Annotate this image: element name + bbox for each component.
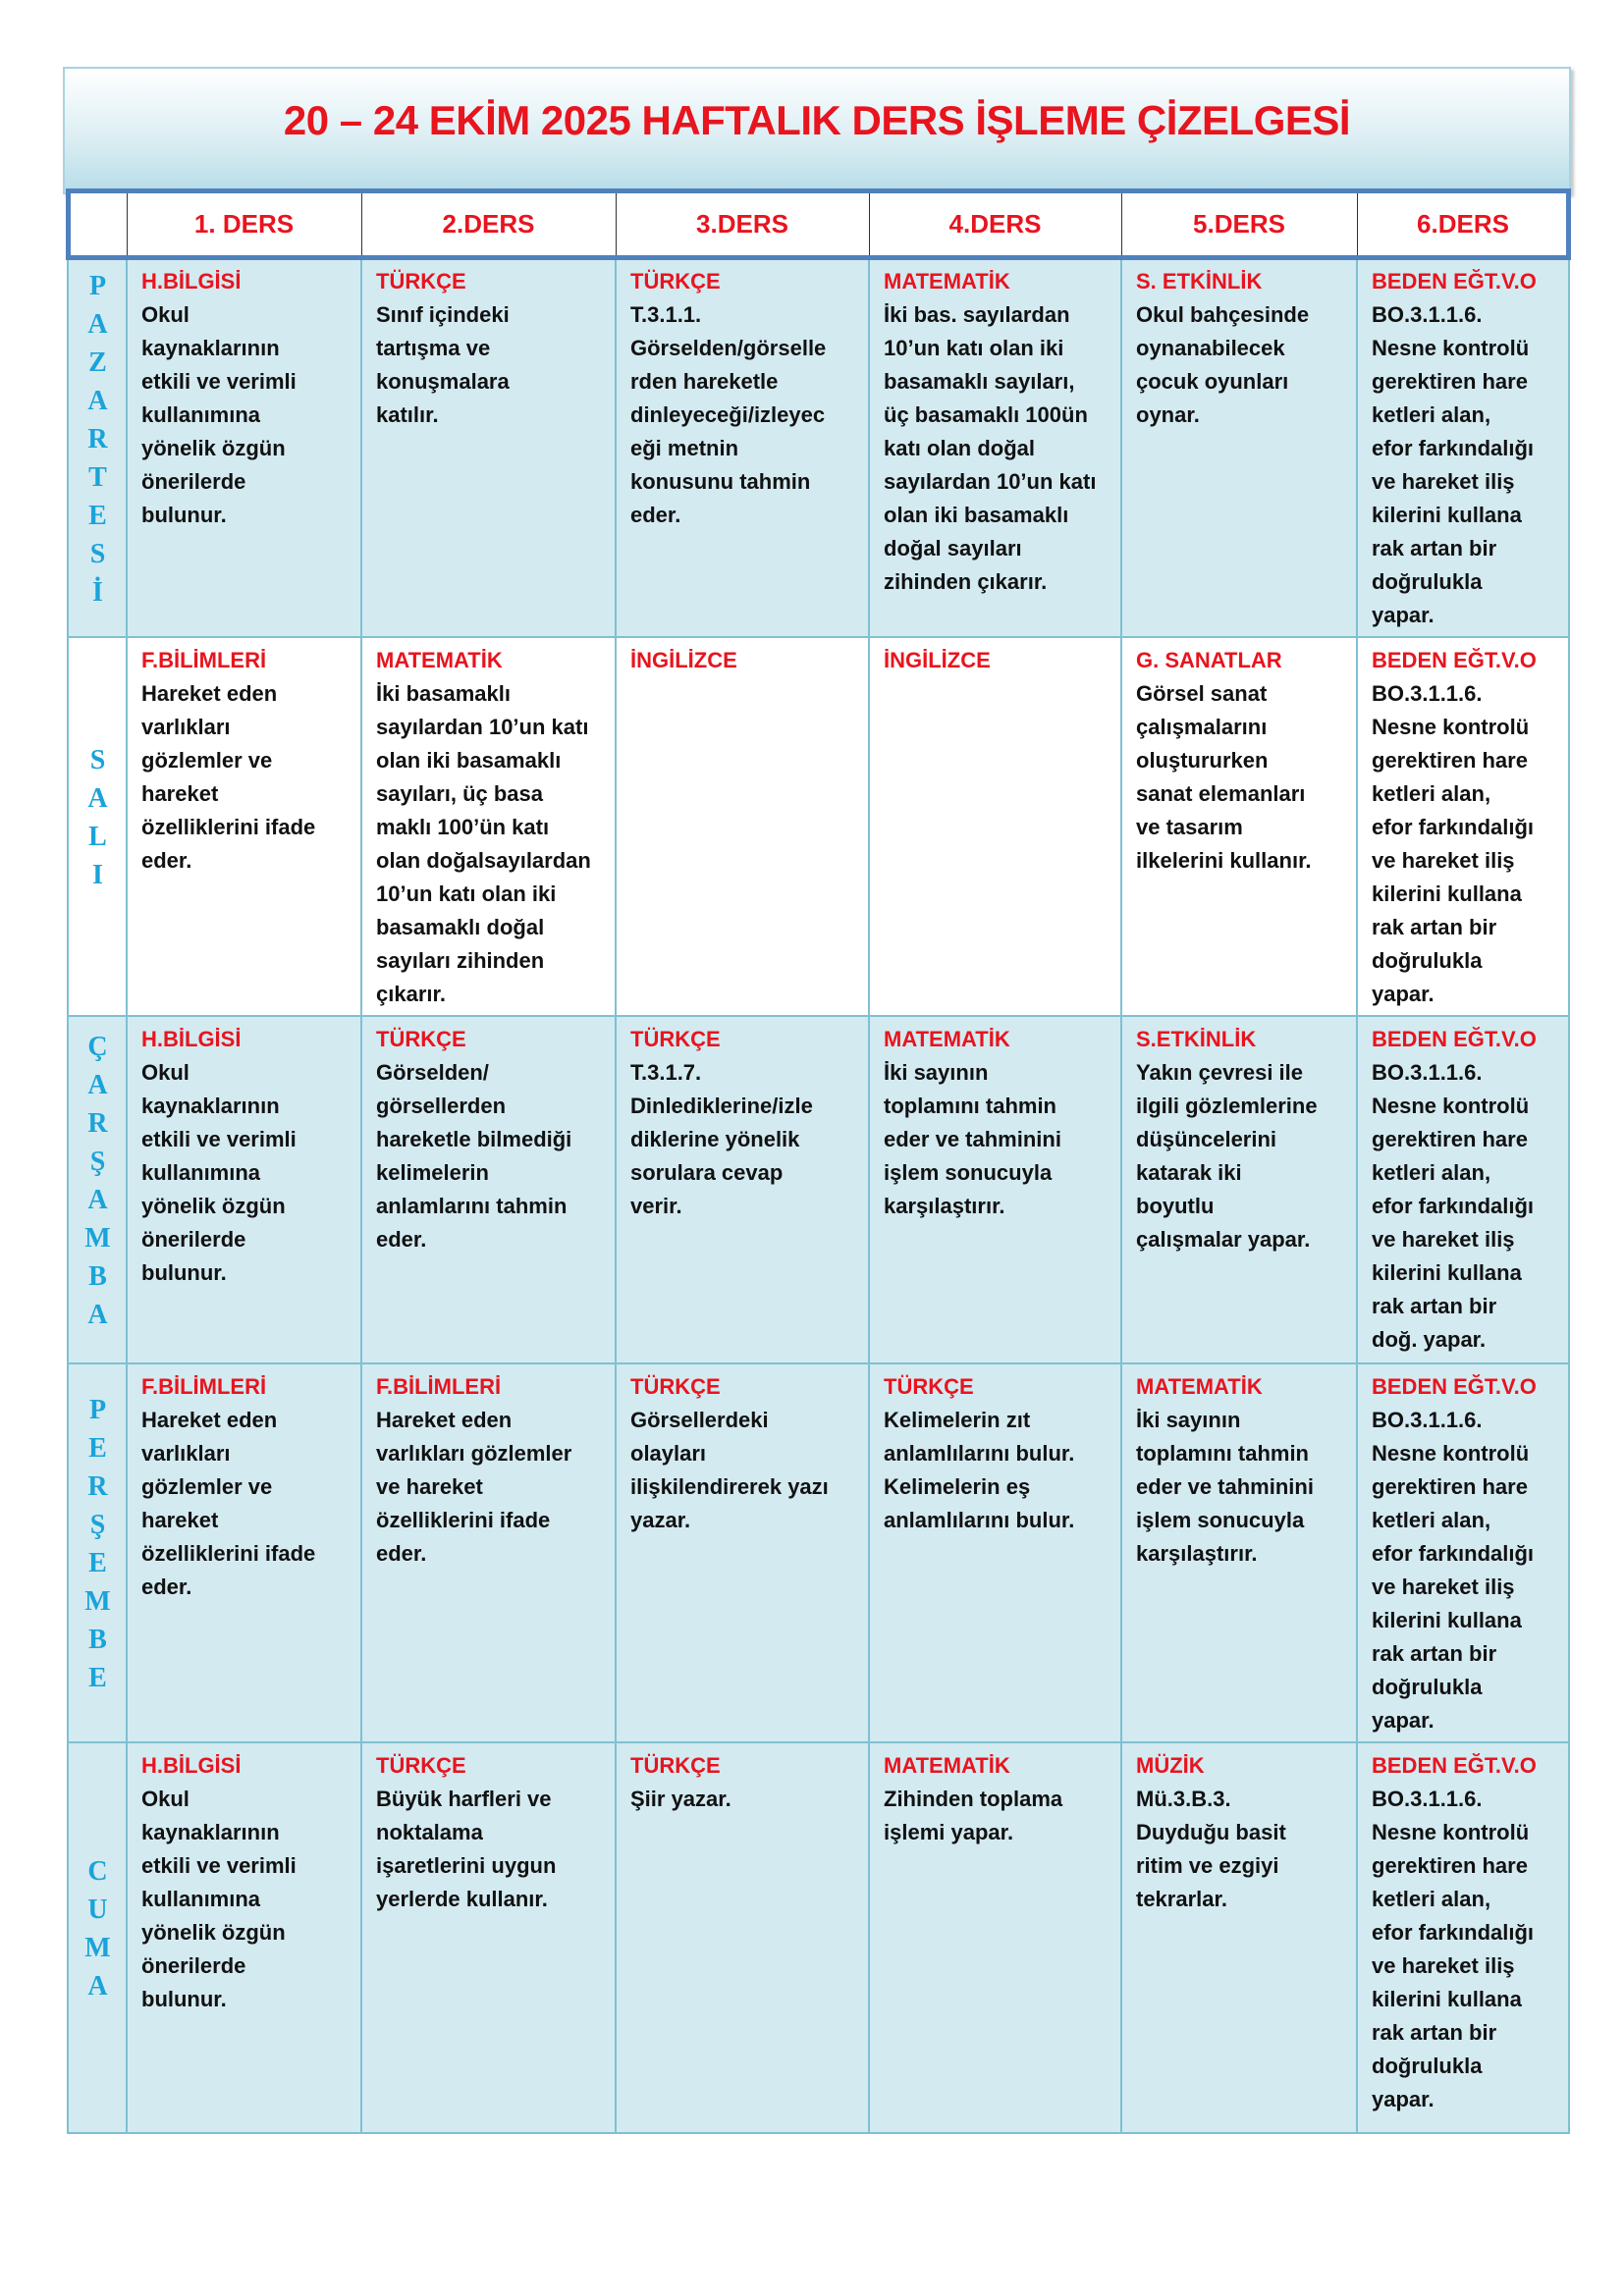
subject-label: TÜRKÇE <box>884 1374 974 1399</box>
subject-label: MATEMATİK <box>1136 1374 1263 1399</box>
objective-text: Okul kaynaklarının etkili ve verimli kullanımına yönelik özgün önerilerde bulunur. <box>141 302 297 527</box>
objective-text: Hareket eden varlıkları gözlemler ve hareket özelliklerini ifade eder. <box>376 1408 572 1566</box>
subject-label: İNGİLİZCE <box>884 648 991 672</box>
lesson-cell <box>616 637 869 1016</box>
header-lesson-2: 2.DERS <box>361 190 616 259</box>
header-lesson-1: 1. DERS <box>127 190 361 259</box>
objective-text: Zihinden toplama işlemi yapar. <box>884 1787 1063 1844</box>
lesson-cell <box>361 1016 616 1363</box>
lesson-cell <box>616 1363 869 1742</box>
lesson-cell <box>1357 1742 1569 2133</box>
lesson-cell <box>1121 1742 1357 2133</box>
lesson-cell <box>869 258 1121 637</box>
subject-label: F.BİLİMLERİ <box>376 1374 502 1399</box>
subject-label: G. SANATLAR <box>1136 648 1282 672</box>
day-row <box>68 258 1569 637</box>
subject-label: MATEMATİK <box>376 648 503 672</box>
objective-text: BO.3.1.1.6. Nesne kontrolü gerektiren hare ketleri alan, efor farkındalığı ve hareket iliş kilerini kullana rak artan bir doğrulukla yapar. <box>1372 302 1535 627</box>
subject-label: MATEMATİK <box>884 269 1010 294</box>
day-label: PERŞEMBE <box>82 1395 113 1701</box>
title-banner <box>63 67 1571 194</box>
objective-text: BO.3.1.1.6. Nesne kontrolü gerektiren hare ketleri alan, efor farkındalığı ve hareket iliş kilerini kullana rak artan bir doğrulukla yapar. <box>1372 1408 1535 1733</box>
subject-label: MATEMATİK <box>884 1027 1010 1051</box>
subject-label: F.BİLİMLERİ <box>141 648 267 672</box>
subject-label: İNGİLİZCE <box>630 648 737 672</box>
subject-label: TÜRKÇE <box>630 269 721 294</box>
objective-text: Okul kaynaklarının etkili ve verimli kullanımına yönelik özgün önerilerde bulunur. <box>141 1060 297 1285</box>
page-title: 20 – 24 EKİM 2025 HAFTALIK DERS İŞLEME ÇİZELGESİ <box>283 97 1351 143</box>
objective-text: Okul bahçesinde oynanabilecek çocuk oyunları oynar. <box>1136 302 1310 427</box>
subject-label: BEDEN EĞT.V.O <box>1372 1374 1537 1399</box>
subject-label: MÜZİK <box>1136 1753 1205 1778</box>
day-label: ÇARŞAMBA <box>82 1032 113 1338</box>
subject-label: F.BİLİMLERİ <box>141 1374 267 1399</box>
objective-text: Hareket eden varlıkları gözlemler ve hareket özelliklerini ifade eder. <box>141 1408 316 1599</box>
objective-text: Büyük harfleri ve noktalama işaretlerini uygun yerlerde kullanır. <box>376 1787 557 1911</box>
subject-label: BEDEN EĞT.V.O <box>1372 1753 1537 1778</box>
lesson-cell <box>1357 258 1569 637</box>
day-label: PAZARTESİ <box>82 270 113 615</box>
lesson-cell <box>869 1742 1121 2133</box>
subject-label: TÜRKÇE <box>376 269 466 294</box>
subject-label: BEDEN EĞT.V.O <box>1372 1027 1537 1051</box>
objective-text: Hareket eden varlıkları gözlemler ve hareket özelliklerini ifade eder. <box>141 681 316 873</box>
day-row <box>68 1016 1569 1363</box>
objective-text: İki bas. sayılardan 10’un katı olan iki basamaklı sayıları, üç basamaklı 100ün katı olan doğal sayılardan 10’un katı olan iki basamaklı doğal sayıları zihinden çıkarır. <box>884 302 1097 594</box>
subject-label: TÜRKÇE <box>376 1027 466 1051</box>
subject-label: TÜRKÇE <box>376 1753 466 1778</box>
subject-label: S. ETKİNLİK <box>1136 269 1263 294</box>
subject-label: S.ETKİNLİK <box>1136 1027 1257 1051</box>
subject-label: MATEMATİK <box>884 1753 1010 1778</box>
subject-label: H.BİLGİSİ <box>141 269 242 294</box>
lesson-cell <box>869 637 1121 1016</box>
lesson-cell <box>616 1742 869 2133</box>
lesson-cell <box>127 1016 361 1363</box>
objective-text: Sınıf içindeki tartışma ve konuşmalara katılır. <box>376 302 510 427</box>
subject-label: BEDEN EĞT.V.O <box>1372 648 1537 672</box>
header-row <box>68 190 1569 259</box>
objective-text: Yakın çevresi ile ilgili gözlemlerine düşüncelerini katarak iki boyutlu çalışmalar yapar. <box>1136 1060 1318 1252</box>
objective-text: BO.3.1.1.6. Nesne kontrolü gerektiren hare ketleri alan, efor farkındalığı ve hareket iliş kilerini kullana rak artan bir doğrulukla yapar. <box>1372 1787 1535 2111</box>
day-cell <box>68 258 127 637</box>
objective-text: İki basamaklı sayılardan 10’un katı olan iki basamaklı sayıları, üç basa maklı 100’ün katı olan doğalsayılardan 10’un katı olan iki basamaklı doğal sayıları zihinden çıkarır. <box>376 681 591 1006</box>
lesson-cell <box>1357 1363 1569 1742</box>
subject-label: TÜRKÇE <box>630 1027 721 1051</box>
lesson-cell <box>361 637 616 1016</box>
day-row <box>68 637 1569 1016</box>
header-lesson-4: 4.DERS <box>869 190 1121 259</box>
objective-text: İki sayının toplamını tahmin eder ve tahminini işlem sonucuyla karşılaştırır. <box>884 1060 1061 1218</box>
day-cell <box>68 1742 127 2133</box>
lesson-cell <box>1121 1363 1357 1742</box>
subject-label: H.BİLGİSİ <box>141 1753 242 1778</box>
day-row <box>68 1363 1569 1742</box>
lesson-cell <box>1121 258 1357 637</box>
day-cell <box>68 1363 127 1742</box>
objective-text: Okul kaynaklarının etkili ve verimli kullanımına yönelik özgün önerilerde bulunur. <box>141 1787 297 2011</box>
lesson-cell <box>1357 637 1569 1016</box>
objective-text: T.3.1.1. Görselden/görselle rden hareketle dinleyeceği/izleyec eği metnin konusunu tahmin eder. <box>630 302 827 527</box>
lesson-cell <box>127 1363 361 1742</box>
objective-text: Mü.3.B.3. Duyduğu basit ritim ve ezgiyi tekrarlar. <box>1136 1787 1286 1911</box>
objective-text: Şiir yazar. <box>630 1787 731 1811</box>
objective-text: İki sayının toplamını tahmin eder ve tahminini işlem sonucuyla karşılaştırır. <box>1136 1408 1314 1566</box>
lesson-cell <box>1357 1016 1569 1363</box>
lesson-cell <box>127 637 361 1016</box>
header-lesson-5: 5.DERS <box>1121 190 1357 259</box>
objective-text: Görsellerdeki olayları ilişkilendirerek yazı yazar. <box>630 1408 829 1532</box>
lesson-cell <box>869 1016 1121 1363</box>
objective-text: Görsel sanat çalışmalarını oluştururken sanat elemanları ve tasarım ilkelerini kullanır. <box>1136 681 1312 873</box>
schedule-table <box>67 189 1570 2134</box>
lesson-cell <box>361 258 616 637</box>
lesson-cell <box>869 1363 1121 1742</box>
lesson-cell <box>361 1363 616 1742</box>
lesson-cell <box>1121 637 1357 1016</box>
subject-label: BEDEN EĞT.V.O <box>1372 269 1537 294</box>
lesson-cell <box>361 1742 616 2133</box>
day-row <box>68 1742 1569 2133</box>
objective-text: T.3.1.7. Dinlediklerine/izle diklerine yönelik sorulara cevap verir. <box>630 1060 813 1218</box>
day-cell <box>68 1016 127 1363</box>
subject-label: TÜRKÇE <box>630 1753 721 1778</box>
corner-cell <box>68 190 127 259</box>
lesson-cell <box>127 258 361 637</box>
header-lesson-3: 3.DERS <box>616 190 869 259</box>
day-label: CUMA <box>82 1856 113 2009</box>
objective-text: BO.3.1.1.6. Nesne kontrolü gerektiren hare ketleri alan, efor farkındalığı ve hareket iliş kilerini kullana rak artan bir doğrulukla yapar. <box>1372 681 1535 1006</box>
lesson-cell <box>127 1742 361 2133</box>
lesson-cell <box>616 258 869 637</box>
header-lesson-6: 6.DERS <box>1357 190 1569 259</box>
day-label: SALI <box>82 745 113 898</box>
day-cell <box>68 637 127 1016</box>
subject-label: TÜRKÇE <box>630 1374 721 1399</box>
objective-text: Görselden/ görsellerden hareketle bilmediği kelimelerin anlamlarını tahmin eder. <box>376 1060 572 1252</box>
lesson-cell <box>1121 1016 1357 1363</box>
objective-text: BO.3.1.1.6. Nesne kontrolü gerektiren hare ketleri alan, efor farkındalığı ve hareket iliş kilerini kullana rak artan bir doğ. yapar. <box>1372 1060 1535 1352</box>
objective-text: Kelimelerin zıt anlamlılarını bulur. Kelimelerin eş anlamlılarını bulur. <box>884 1408 1075 1532</box>
subject-label: H.BİLGİSİ <box>141 1027 242 1051</box>
lesson-cell <box>616 1016 869 1363</box>
